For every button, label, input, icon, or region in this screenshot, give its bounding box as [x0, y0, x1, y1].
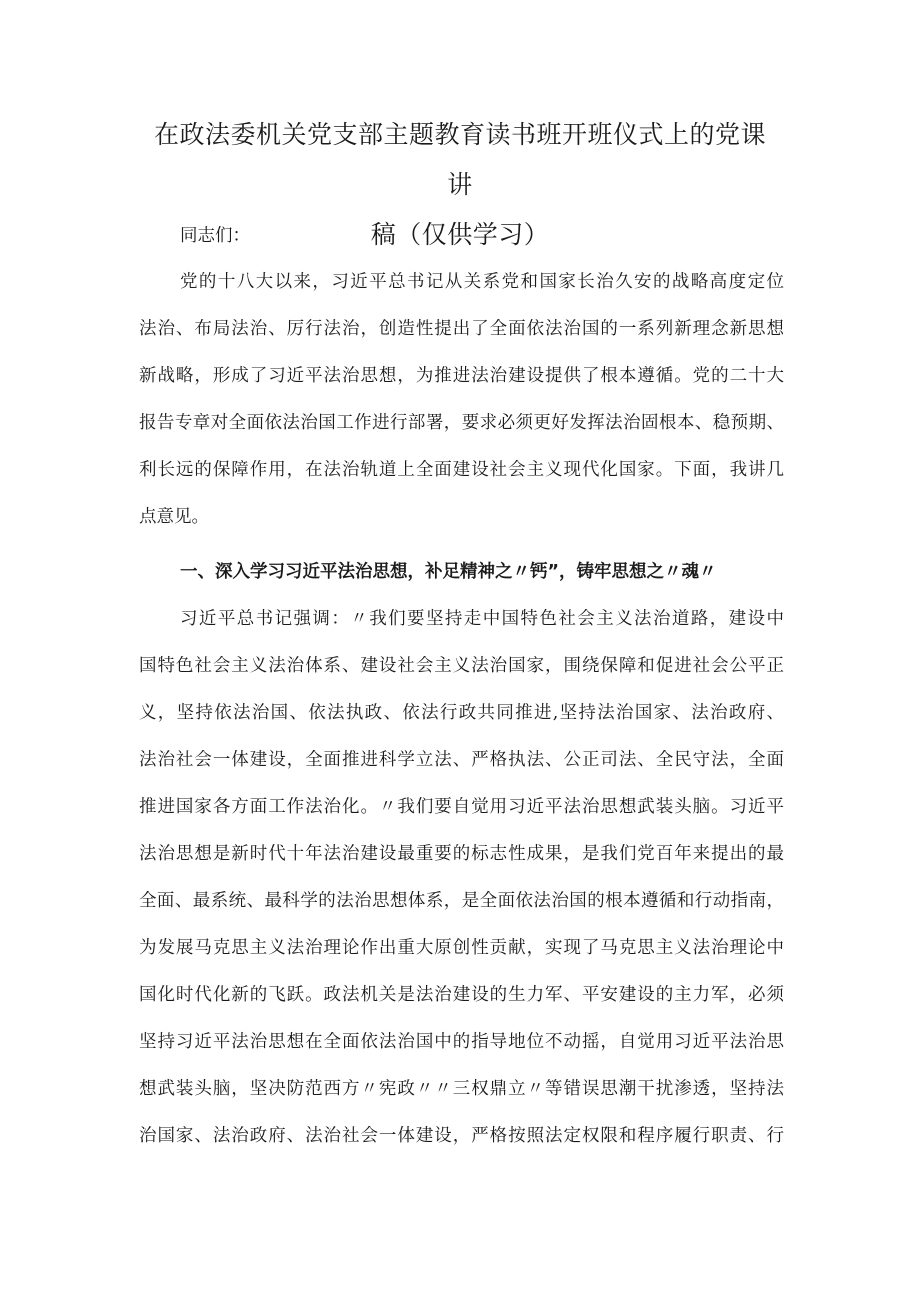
- para2-line: 国化时代化新的飞跃。政法机关是法治建设的生力军、平安建设的主力军，必须: [139, 985, 784, 1005]
- para1-line: 法治、布局法治、厉行法治，创造性提出了全面依法治国的一系列新理念新思想: [139, 319, 784, 339]
- salutation: 同志们：: [180, 226, 250, 246]
- para1-line: 点意见。: [139, 507, 209, 527]
- para2-line: 想武装头脑，坚决防范西方〃宪政〃〃三权鼎立〃等错误思潮干扰渗透，坚持法: [139, 1079, 784, 1099]
- para2-line: 法治思想是新时代十年法治建设最重要的标志性成果，是我们党百年来提出的最: [139, 844, 784, 864]
- para1-line: 利长远的保障作用，在法治轨道上全面建设社会主义现代化国家。下面，我讲几: [139, 460, 784, 480]
- para2-line: 义，坚持依法治国、依法执政、依法行政共同推进,坚持法治国家、法治政府、: [139, 703, 784, 723]
- para2-line: 国特色社会主义法治体系、建设社会主义法治国家，围绕保障和促进社会公平正: [139, 656, 784, 676]
- title-line-1: 在政法委机关党支部主题教育读书班开班仪式上的党课讲: [153, 120, 766, 199]
- para2-line: 治国家、法治政府、法治社会一体建设，严格按照法定权限和程序履行职责、行: [139, 1126, 784, 1146]
- para2-line: 推进国家各方面工作法治化。〃我们要自觉用习近平法治思想武装头脑。习近平: [139, 797, 784, 817]
- para2-line: 法治社会一体建设，全面推进科学立法、严格执法、公正司法、全民守法，全面: [139, 750, 784, 770]
- para1-line: 党的十八大以来，习近平总书记从关系党和国家长治久安的战略高度定位: [180, 272, 784, 292]
- section-heading-1: 一、深入学习习近平法治思想，补足精神之〃钙”，铸牢思想之〃魂〃: [180, 562, 717, 582]
- para2-line: 为发展马克思主义法治理论作出重大原创性贡献，实现了马克思主义法治理论中: [139, 938, 784, 958]
- para2-line: 全面、最系统、最科学的法治思想体系，是全面依法治国的根本遵循和行动指南，: [139, 891, 784, 911]
- para2-line: 坚持习近平法治思想在全面依法治国中的指导地位不动摇，自觉用习近平法治思: [139, 1032, 784, 1052]
- para2-line: 习近平总书记强调：〃我们要坚持走中国特色社会主义法治道路，建设中: [180, 609, 784, 629]
- para1-line: 报告专章对全面依法治国工作进行部署，要求必须更好发挥法治固根本、稳预期、: [139, 413, 784, 433]
- title-line-2: 稿（仅供学习）: [370, 220, 550, 249]
- para1-line: 新战略，形成了习近平法治思想，为推进法治建设提供了根本遵循。党的二十大: [139, 366, 784, 386]
